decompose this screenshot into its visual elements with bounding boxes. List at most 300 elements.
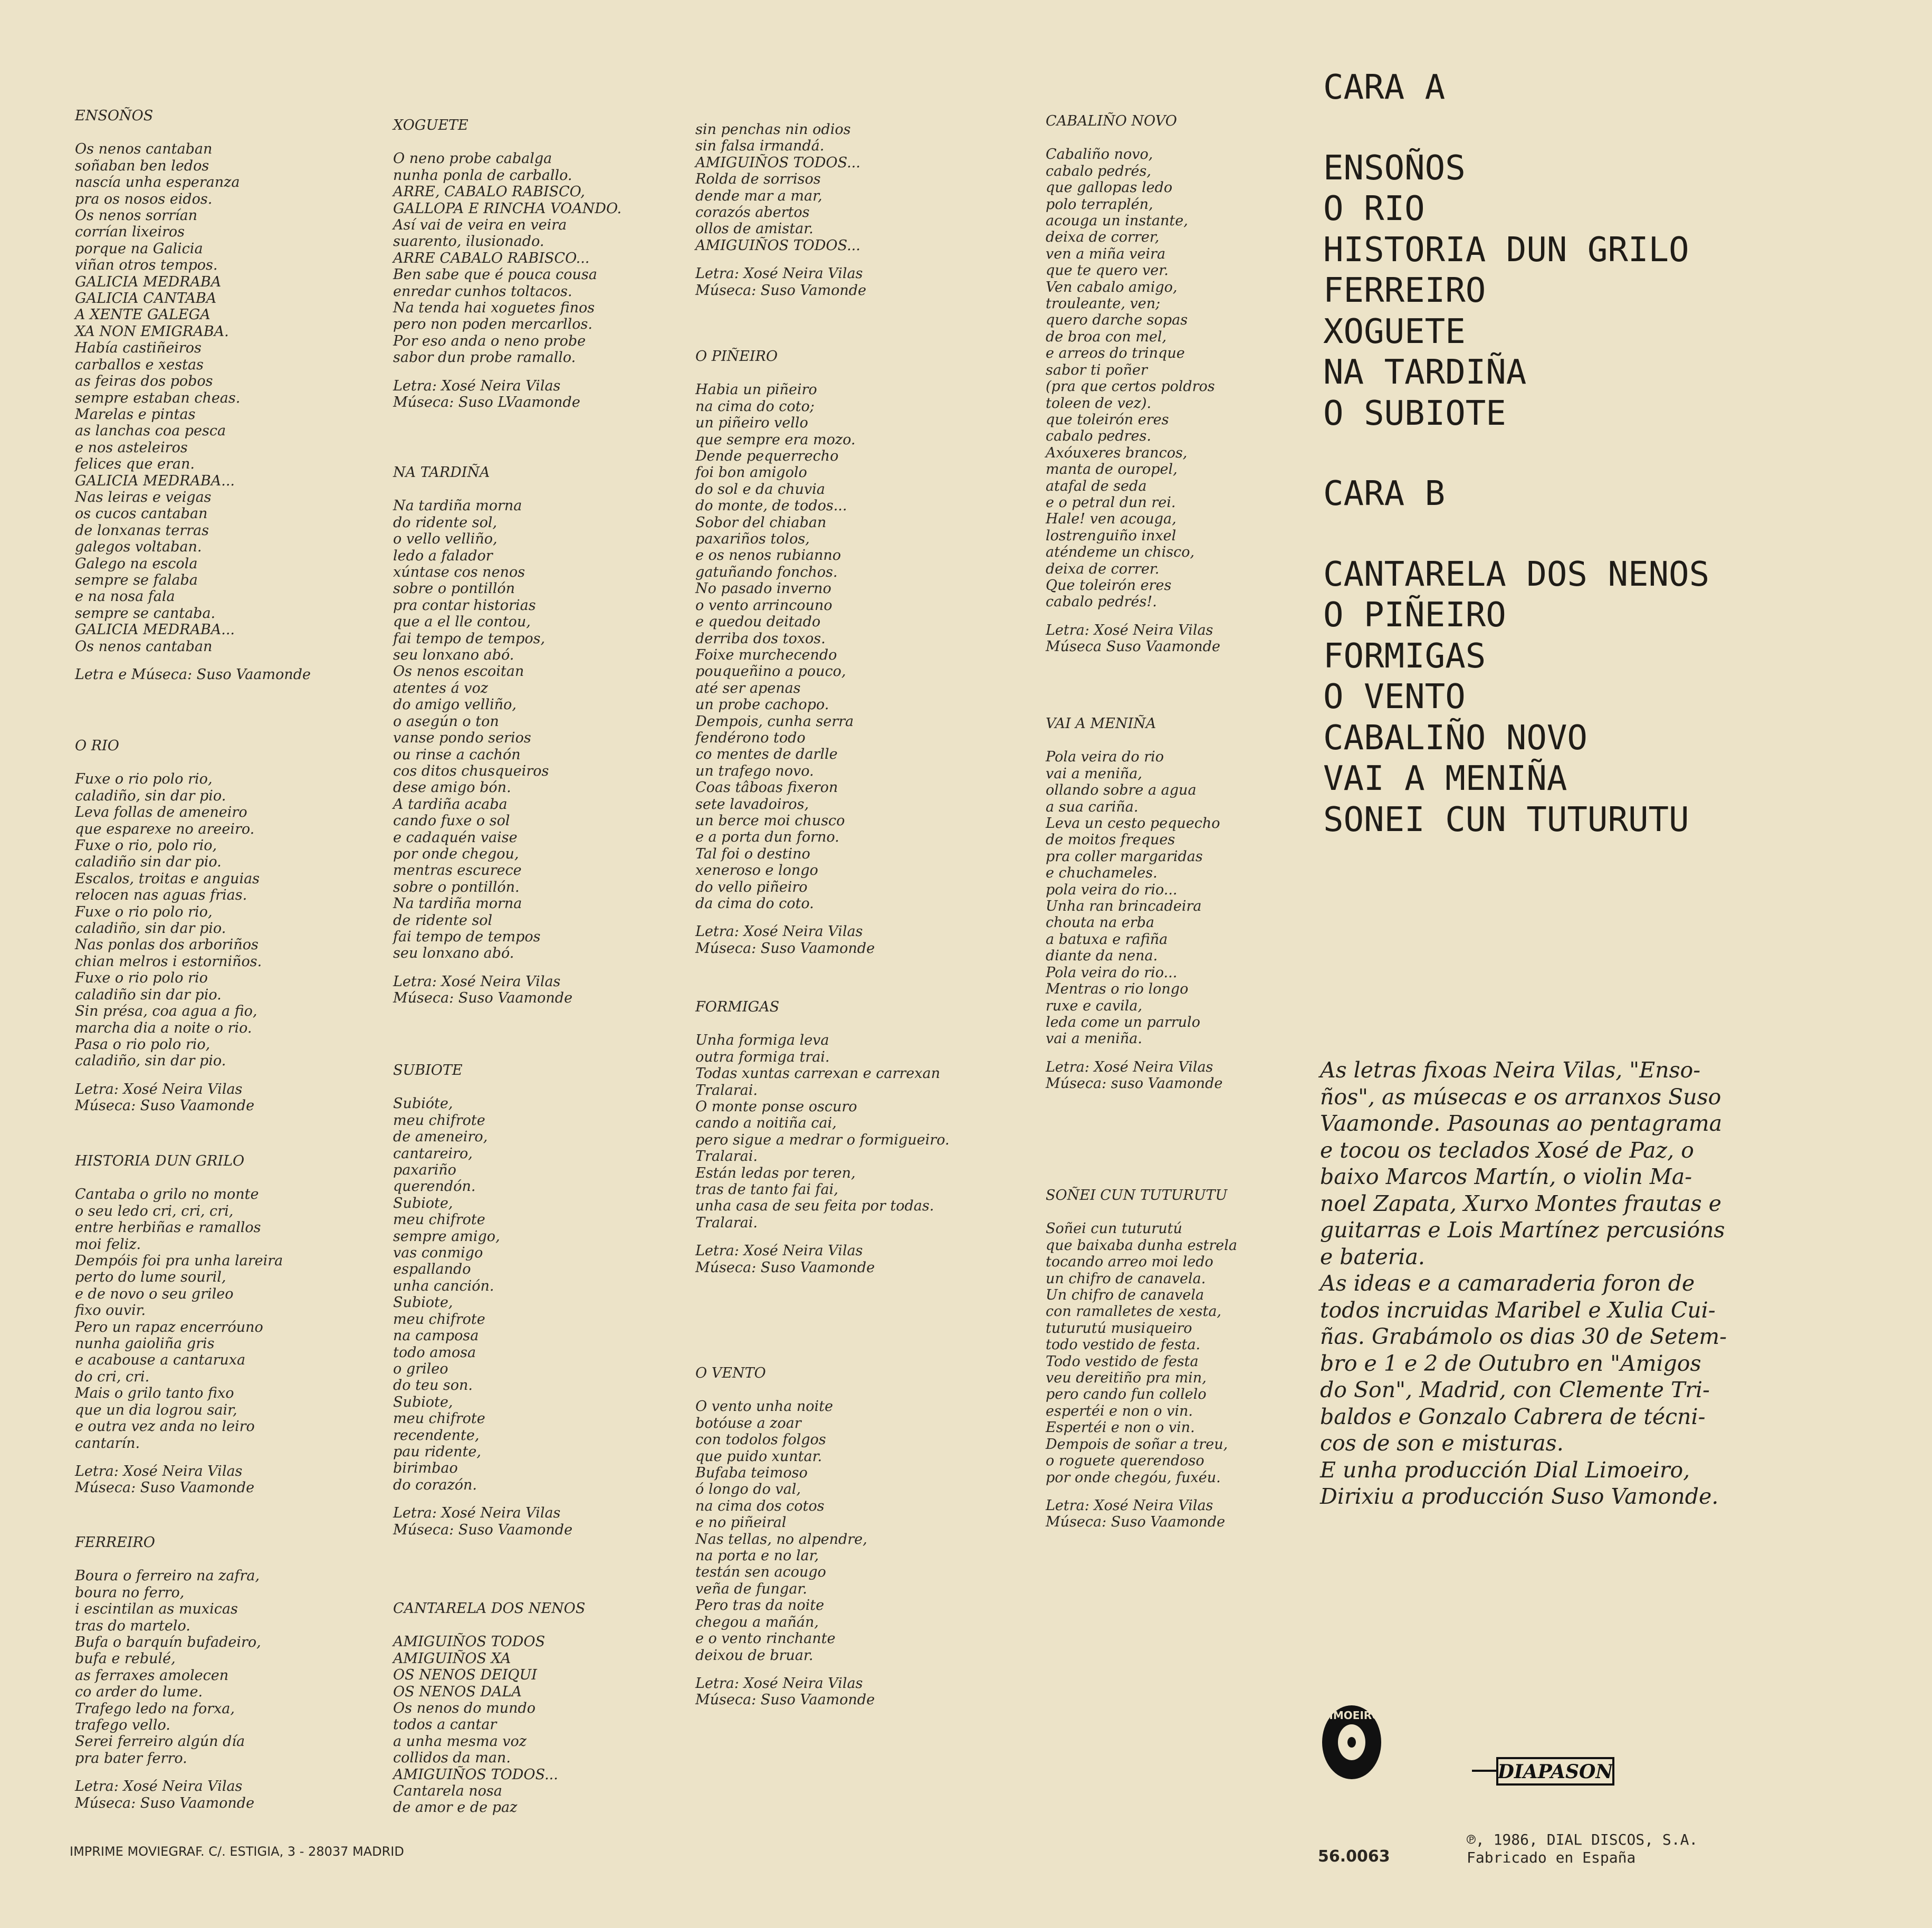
lyric-line: vai a meniña. bbox=[1046, 1030, 1142, 1047]
lyric-line: viñan otros tempos. bbox=[75, 257, 218, 274]
song-title: O PIÑEIRO bbox=[695, 348, 778, 365]
lyric-line: un trafego novo. bbox=[695, 762, 814, 779]
lyric-line: do amigo velliño, bbox=[393, 696, 517, 713]
lyric-line: as ferraxes amolecen bbox=[75, 1667, 229, 1684]
lyric-line: Así vai de veira en veira bbox=[393, 217, 567, 234]
lyric-line: Todas xuntas carrexan e carrexan bbox=[695, 1065, 940, 1082]
lyric-line: querendón. bbox=[393, 1178, 476, 1195]
song-vai-a-menina bbox=[1046, 715, 1222, 1092]
lyric-line: Sin présa, coa agua a fio, bbox=[75, 1003, 257, 1020]
lyric-line: trafego vello. bbox=[75, 1717, 170, 1734]
side-a-track: XOGUETE bbox=[1323, 312, 1466, 351]
lyric-line: entre herbiñas e ramallos bbox=[75, 1219, 261, 1236]
song-title: SUBIOTE bbox=[393, 1062, 463, 1078]
lyric-line: Tralarai. bbox=[695, 1082, 758, 1099]
lyric-line: atentes á voz bbox=[393, 680, 488, 696]
lyric-line: O monte ponse oscuro bbox=[695, 1099, 857, 1115]
lyric-line: que te quero ver. bbox=[1046, 262, 1169, 279]
song-historia-dun-grilo bbox=[75, 1153, 283, 1496]
lyric-line: O vento unha noite bbox=[695, 1398, 833, 1415]
song-credit: Letra: Xosé Neira Vilas bbox=[695, 923, 863, 940]
side-a-heading: CARA A bbox=[1323, 68, 1446, 107]
lyric-line: corrían lixeiros bbox=[75, 224, 185, 241]
lyric-line: Hale! ven acouga, bbox=[1046, 511, 1177, 528]
lyric-line: Coas tâboas fixeron bbox=[695, 779, 838, 796]
lyric-line: e no piñeiral bbox=[695, 1514, 787, 1531]
lyric-line: OS NENOS DEIQUI bbox=[393, 1667, 537, 1684]
lyric-line: Os nenos escoitan bbox=[393, 663, 524, 680]
song-credit: Letra: Xosé Neira Vilas bbox=[1046, 1058, 1213, 1075]
production-notes bbox=[1320, 1057, 1832, 1510]
lyric-line: Nas leiras e veigas bbox=[75, 489, 212, 505]
lyric-line: seu lonxano abó. bbox=[393, 647, 514, 664]
lyric-line: co mentes de darlle bbox=[695, 746, 838, 763]
tracklist bbox=[1323, 68, 1709, 841]
lyric-line: a sua cariña. bbox=[1046, 798, 1139, 815]
lyric-line: cabalo pedrés!. bbox=[1046, 594, 1157, 610]
lyric-line: co arder do lume. bbox=[75, 1684, 203, 1701]
lyric-line: Rolda de sorrisos bbox=[695, 171, 821, 188]
lyric-line: acouga un instante, bbox=[1046, 213, 1188, 230]
lyric-line: Na tardiña morna bbox=[393, 895, 522, 912]
lyric-line: fai tempo de tempos bbox=[393, 928, 541, 945]
lyric-line: vas conmigo bbox=[393, 1245, 483, 1262]
lyric-line: Boura o ferreiro na zafra, bbox=[75, 1568, 260, 1585]
lyric-line: na camposa bbox=[393, 1328, 479, 1344]
lyric-line: Ven cabalo amigo, bbox=[1046, 279, 1178, 295]
lyric-line: un piñeiro vello bbox=[695, 415, 808, 432]
lyric-line: moi feliz. bbox=[75, 1236, 141, 1253]
lyric-line: Subiote, bbox=[393, 1294, 453, 1311]
lyric-line: tuturutú musiqueiro bbox=[1046, 1320, 1192, 1337]
lyric-line: cabalo pedrés, bbox=[1046, 163, 1151, 179]
song-na-tardina bbox=[393, 464, 572, 1007]
lyric-line: atafal de seda bbox=[1046, 478, 1147, 494]
lyric-line: Subióte, bbox=[393, 1095, 453, 1112]
side-b-track: O PIÑEIRO bbox=[1323, 596, 1506, 635]
lyric-line: seu lonxano abó. bbox=[393, 945, 514, 962]
lyric-line: pola veira do rio... bbox=[1046, 881, 1178, 898]
lyric-line: sete lavadoiros, bbox=[695, 796, 809, 813]
lyric-line: xúntase cos nenos bbox=[393, 564, 525, 581]
lyric-line: unha canción. bbox=[393, 1277, 494, 1294]
lyric-line: e a porta dun forno. bbox=[695, 829, 839, 846]
lyric-line: sobre o pontillón bbox=[393, 580, 515, 597]
song-credit: Múseca: Suso Vaamonde bbox=[393, 1521, 573, 1538]
lyric-line: i escintilan as muxicas bbox=[75, 1601, 238, 1618]
lyric-line: mentras escurece bbox=[393, 862, 522, 879]
song-credit: Múseca Suso Vaamonde bbox=[1046, 638, 1220, 655]
lyric-line: ruxe e cavila, bbox=[1046, 997, 1143, 1014]
lyric-line: relocen nas aguas frias. bbox=[75, 887, 247, 904]
lyric-line: pero non poden mercarllos. bbox=[393, 316, 592, 333]
lyric-line: pero sigue a medrar o formigueiro. bbox=[695, 1131, 950, 1148]
lyric-line: de amor e de paz bbox=[393, 1799, 518, 1816]
lyric-line: bufa e rebulé, bbox=[75, 1650, 176, 1667]
lyric-line: Están ledas por teren, bbox=[695, 1165, 856, 1181]
lyric-line: Cantaba o grilo no monte bbox=[75, 1186, 259, 1203]
lyric-line: Cabaliño novo, bbox=[1046, 146, 1153, 163]
notes-line: do Son", Madrid, con Clemente Tri- bbox=[1320, 1377, 1710, 1402]
song-o-vento bbox=[695, 1365, 875, 1709]
lyric-line: pouqueñino a pouco, bbox=[695, 663, 846, 680]
lyric-line: caladiño, sin dar pio. bbox=[75, 1053, 226, 1070]
lyric-line: Mentras o rio longo bbox=[1046, 981, 1189, 998]
lyric-line: por onde chegou, bbox=[393, 845, 519, 862]
lyric-line: manta de ouropel, bbox=[1046, 461, 1178, 478]
notes-line: baixo Marcos Martín, o violin Ma- bbox=[1320, 1164, 1692, 1189]
lyric-line: cando fuxe o sol bbox=[393, 813, 510, 829]
lyric-line: sobre o pontillón. bbox=[393, 879, 520, 895]
lyric-line: Pola veira do rio... bbox=[1046, 964, 1178, 981]
side-a-track: NA TARDIÑA bbox=[1323, 353, 1527, 392]
lyric-line: Por eso anda o neno probe bbox=[393, 332, 586, 349]
lyric-line: que baixaba dunha estrela bbox=[1046, 1237, 1237, 1254]
lyric-line: na cima do coto; bbox=[695, 398, 815, 415]
lyric-line: de moitos freques bbox=[1046, 832, 1175, 848]
lyric-line: o roguete querendoso bbox=[1046, 1453, 1204, 1469]
lyric-line: sabor dun probe ramallo. bbox=[393, 349, 576, 366]
lyric-line: espertéi e non o vin. bbox=[1046, 1402, 1193, 1419]
lyric-line: Soñei cun tuturutú bbox=[1046, 1220, 1182, 1237]
lyric-line: carballos e xestas bbox=[75, 356, 204, 373]
song-cantarela bbox=[393, 1600, 585, 1816]
lyric-line: o vento arrincouno bbox=[695, 597, 833, 614]
lyric-line: por onde chegóu, fuxéu. bbox=[1046, 1469, 1221, 1486]
song-title: SOÑEI CUN TUTURUTU bbox=[1046, 1187, 1228, 1204]
lyric-line: todo amosa bbox=[393, 1344, 476, 1361]
lyric-line: boura no ferro, bbox=[75, 1584, 185, 1601]
lyric-line: e o vento rinchante bbox=[695, 1630, 836, 1647]
song-credit: Letra: Xosé Neira Vilas bbox=[1046, 622, 1213, 638]
lyric-line: até ser apenas bbox=[695, 680, 801, 696]
song-title: ENSOÑOS bbox=[75, 108, 154, 124]
lyric-line: nunha ponla de carballo. bbox=[393, 167, 572, 184]
song-title: O RIO bbox=[75, 738, 119, 754]
lyric-line: con todolos folgos bbox=[695, 1431, 826, 1448]
lyric-line: sin falsa irmandá. bbox=[695, 138, 825, 155]
lyric-line: Os nenos sorrían bbox=[75, 207, 198, 224]
notes-line: ñas. Grabámolo os dias 30 de Setem- bbox=[1320, 1324, 1727, 1349]
lyric-line: que a el lle contou, bbox=[393, 614, 531, 631]
lyric-line: Bufa o barquín bufadeiro, bbox=[75, 1634, 261, 1651]
lyric-line: ARRE CABALO RABISCO... bbox=[393, 250, 590, 266]
lyric-line: veña de fungar. bbox=[695, 1580, 807, 1597]
lyric-line: AMIGUIÑOS XA bbox=[393, 1650, 511, 1667]
notes-line: e tocou os teclados Xosé de Paz, o bbox=[1320, 1137, 1694, 1163]
song-formigas bbox=[695, 999, 950, 1276]
lyric-line: Espertéi e non o vin. bbox=[1046, 1419, 1195, 1436]
lyric-line: derriba dos toxos. bbox=[695, 630, 826, 647]
notes-line: cos de son e misturas. bbox=[1320, 1430, 1564, 1456]
lyric-line: cos ditos chusqueiros bbox=[393, 762, 549, 779]
lyric-line: cando a noitiña cai, bbox=[695, 1115, 837, 1132]
notes-line: As ideas e a camaraderia foron de bbox=[1320, 1271, 1695, 1296]
lyric-line: A tardiña acaba bbox=[393, 796, 508, 813]
lyric-line: Habia un piñeiro bbox=[695, 381, 817, 398]
lyric-line: recendente, bbox=[393, 1427, 480, 1444]
song-credit: Múseca: Suso Vaamonde bbox=[695, 1259, 875, 1276]
song-credit: Múseca: Suso Vaamonde bbox=[75, 1795, 255, 1811]
song-credit: Letra: Xosé Neira Vilas bbox=[695, 265, 863, 282]
lyric-line: que toleirón eres bbox=[1046, 411, 1169, 428]
lyric-line: deixa de correr. bbox=[1046, 560, 1160, 577]
lyric-line: cabalo pedres. bbox=[1046, 428, 1151, 445]
lyric-line: Pola veira do rio bbox=[1046, 749, 1164, 766]
lyric-line: o asegún o ton bbox=[393, 713, 499, 730]
lyric-line: collidos da man. bbox=[393, 1750, 511, 1767]
lyric-line: a unha mesma voz bbox=[393, 1733, 527, 1750]
song-xoguete bbox=[393, 117, 621, 411]
side-a-track: HISTORIA DUN GRILO bbox=[1323, 230, 1689, 270]
side-b-track: CABALIÑO NOVO bbox=[1323, 718, 1587, 758]
lyric-line: Leva un cesto pequecho bbox=[1046, 815, 1220, 832]
copyright-block bbox=[1467, 1831, 1698, 1867]
lyric-line: leda come un parrulo bbox=[1046, 1014, 1200, 1030]
lyric-line: sin penchas nin odios bbox=[695, 121, 851, 138]
lyric-line: AMIGUIÑOS TODOS... bbox=[695, 154, 860, 171]
side-b-track: FORMIGAS bbox=[1323, 636, 1486, 676]
diapason-logo bbox=[1472, 1752, 1633, 1790]
lyric-line: que gallopas ledo bbox=[1046, 179, 1173, 196]
lyric-line: deixa de correr, bbox=[1046, 229, 1160, 246]
lyric-line: veu dereitiño pra min, bbox=[1046, 1370, 1207, 1387]
lyric-line: perto do lume souril, bbox=[75, 1269, 226, 1286]
notes-line: e bateria. bbox=[1320, 1244, 1425, 1270]
lyric-line: quero darche sopas bbox=[1046, 312, 1188, 329]
lyric-line: sempre se cantaba. bbox=[75, 605, 216, 622]
lyric-line: GALICIA MEDRABA... bbox=[75, 472, 235, 489]
lyric-line: con ramalletes de xesta, bbox=[1046, 1303, 1222, 1320]
lyric-line: Unha ran brincadeira bbox=[1046, 898, 1202, 915]
lyric-line: meu chifrote bbox=[393, 1211, 485, 1228]
lyric-line: fixo ouvir. bbox=[75, 1302, 146, 1319]
song-title: CABALIÑO NOVO bbox=[1046, 113, 1177, 129]
lyric-line: o vello velliño, bbox=[393, 531, 498, 548]
lyric-line: a batuxa e rafiña bbox=[1046, 931, 1168, 948]
lyric-line: caladiño, sin dar pio. bbox=[75, 920, 226, 937]
song-title: FORMIGAS bbox=[695, 999, 780, 1015]
lyric-line: que esparexe no areeiro. bbox=[75, 820, 255, 837]
lyric-line: Pero tras da noite bbox=[695, 1597, 825, 1614]
lyric-line: felices que eran. bbox=[75, 456, 195, 473]
limoeiro-logo bbox=[1320, 1703, 1383, 1781]
lyric-line: cantarín. bbox=[75, 1435, 140, 1452]
lyric-line: lostrenguiño inxel bbox=[1046, 527, 1177, 544]
lyric-line: AMIGUIÑOS TODOS bbox=[393, 1634, 546, 1650]
lyric-line: espallando bbox=[393, 1261, 471, 1278]
lyric-line: e o petral dun rei. bbox=[1046, 494, 1176, 511]
lyric-line: do sol e da chuvia bbox=[695, 481, 825, 498]
lyric-line: trouleante, ven; bbox=[1046, 295, 1161, 312]
lyric-line: do vello piñeiro bbox=[695, 879, 808, 895]
side-b-track: SONEI CUN TUTURUTU bbox=[1323, 800, 1689, 839]
song-credit: Múseca: Suso Vaamonde bbox=[1046, 1514, 1226, 1531]
lyric-line: chian melros i estorniños. bbox=[75, 953, 262, 970]
lyric-line: nascía unha esperanza bbox=[75, 174, 240, 191]
copyright-line: ℗, 1986, DIAL DISCOS, S.A. bbox=[1467, 1831, 1698, 1848]
song-title: XOGUETE bbox=[393, 117, 468, 133]
lyric-line: suarento, ilusionado. bbox=[393, 233, 544, 250]
lyric-line: e acabouse a cantaruxa bbox=[75, 1352, 246, 1369]
lyric-line: paxariño bbox=[393, 1162, 456, 1179]
lyric-line: tras do martelo. bbox=[75, 1617, 190, 1634]
lyric-line: todos a cantar bbox=[393, 1716, 497, 1733]
lyric-line: XA NON EMIGRABA. bbox=[75, 323, 229, 340]
catalog-number: 56.0063 bbox=[1318, 1847, 1390, 1866]
song-title: FERREIRO bbox=[75, 1534, 155, 1551]
lyric-line: e quedou deitado bbox=[695, 614, 821, 631]
printer-credit: IMPRIME MOVIEGRAF. C/. ESTIGIA, 3 - 28037 MADRID bbox=[70, 1844, 404, 1859]
song-credit: Letra: Xosé Neira Vilas bbox=[393, 1505, 561, 1522]
lyric-line: GALLOPA E RINCHA VOANDO. bbox=[393, 200, 622, 217]
lyric-line: Que toleirón eres bbox=[1046, 577, 1172, 594]
lyric-line: as feiras dos pobos bbox=[75, 373, 213, 390]
lyric-line: do teu son. bbox=[393, 1377, 473, 1394]
lyric-line: Serei ferreiro algún día bbox=[75, 1733, 245, 1750]
lyric-line: e na nosa fala bbox=[75, 588, 175, 605]
lyric-line: pra contar historias bbox=[393, 597, 536, 614]
lyric-line: (pra que certos poldros bbox=[1046, 378, 1215, 395]
song-credit: Letra: Xosé Neira Vilas bbox=[695, 1675, 863, 1692]
made-in-line: Fabricado en España bbox=[1467, 1849, 1636, 1866]
side-a-track: O SUBIOTE bbox=[1323, 394, 1506, 433]
diapason-logo-text: DIAPASON bbox=[1497, 1761, 1613, 1783]
song-title: NA TARDIÑA bbox=[393, 464, 490, 481]
lyric-line: tras de tanto fai fai, bbox=[695, 1181, 838, 1198]
lyric-line: dende mar a mar, bbox=[695, 187, 822, 204]
lyric-line: Galego na escola bbox=[75, 555, 198, 572]
lyric-line: Os nenos cantaban bbox=[75, 638, 213, 655]
lyric-line: Un chifro de canavela bbox=[1046, 1287, 1204, 1304]
lyric-line: Dempóis foi pra unha lareira bbox=[75, 1253, 283, 1270]
lyric-line: un chifro de canavela. bbox=[1046, 1270, 1206, 1287]
lyric-line: soñaban ben ledos bbox=[75, 157, 209, 174]
lyric-line: e chuchameles. bbox=[1046, 865, 1158, 882]
lyric-line: Había castiñeiros bbox=[75, 340, 202, 357]
song-credit: Múseca: suso Vaamonde bbox=[1046, 1075, 1223, 1092]
song-ensonos bbox=[75, 108, 311, 683]
lyric-line: que puido xuntar. bbox=[695, 1448, 822, 1465]
song-credit: Letra: Xosé Neira Vilas bbox=[695, 1243, 863, 1259]
lyric-line: xeneroso e longo bbox=[695, 862, 818, 879]
lyric-line: Nas ponlas dos arboriños bbox=[75, 937, 259, 953]
song-title: CANTARELA DOS NENOS bbox=[393, 1600, 586, 1617]
lyric-line: unha casa de seu feita por todas. bbox=[695, 1198, 934, 1215]
notes-line: Dirixiu a producción Suso Vamonde. bbox=[1320, 1484, 1719, 1509]
lyric-line: Escalos, troitas e anguias bbox=[75, 870, 260, 887]
lyric-line: paxariños tolos, bbox=[695, 531, 810, 548]
lyric-line: vai a meniña, bbox=[1046, 765, 1142, 782]
song-ferreiro bbox=[75, 1534, 261, 1811]
notes-line: baldos e Gonzalo Cabrera de técni- bbox=[1320, 1404, 1706, 1429]
lyric-line: Nas tellas, no alpendre, bbox=[695, 1531, 867, 1548]
lyric-line: Fuxe o rio, polo rio, bbox=[75, 837, 217, 854]
song-credit: Letra e Múseca: Suso Vaamonde bbox=[75, 666, 311, 683]
lyric-line: e de novo o seu grileo bbox=[75, 1285, 234, 1302]
lyric-line: ó longo do val, bbox=[695, 1481, 801, 1498]
lyric-line: aténdeme un chisco, bbox=[1046, 544, 1195, 561]
song-credit: Múseca: Suso LVaamonde bbox=[393, 394, 580, 411]
lyric-line: o grileo bbox=[393, 1360, 448, 1377]
lyric-line: Bufaba teimoso bbox=[695, 1465, 808, 1482]
lyric-line: pra bater ferro. bbox=[75, 1750, 187, 1767]
notes-line: guitarras e Lois Martínez percusións bbox=[1320, 1217, 1725, 1243]
limoeiro-logo-text: LIMOEIRO bbox=[1322, 1709, 1381, 1722]
lyric-line: que sempre era mozo. bbox=[695, 431, 856, 448]
lyric-line: sempre estaban cheas. bbox=[75, 389, 241, 406]
song-credit: Letra: Xosé Neira Vilas bbox=[393, 377, 561, 394]
lyric-line: Marelas e pintas bbox=[75, 406, 196, 423]
lyric-line: Ben sabe que é pouca cousa bbox=[393, 266, 597, 283]
song-credit: Letra: Xosé Neira Vilas bbox=[75, 1778, 243, 1795]
lyric-line: ARRE, CABALO RABISCO, bbox=[393, 184, 585, 201]
lyric-line: Leva follas de ameneiro bbox=[75, 804, 247, 821]
lyric-line: gatuñando fonchos. bbox=[695, 564, 838, 580]
lyric-line: dese amigo bón. bbox=[393, 779, 511, 796]
song-credit: Letra: Xosé Neira Vilas bbox=[1046, 1497, 1213, 1514]
notes-line: As letras fixoas Neira Vilas, "Enso- bbox=[1320, 1057, 1701, 1083]
lyric-line: Pero un rapaz encerróuno bbox=[75, 1319, 263, 1335]
lyric-line: ven a miña veira bbox=[1046, 245, 1166, 262]
lyric-line: de broa con mel, bbox=[1046, 328, 1167, 345]
lyric-line: de lonxanas terras bbox=[75, 522, 209, 539]
notes-line: Vaamonde. Pasounas ao pentagrama bbox=[1320, 1111, 1723, 1136]
song-credit: Múseca: Suso Vaamonde bbox=[695, 1692, 875, 1709]
lyric-line: o seu ledo cri, cri, cri, bbox=[75, 1202, 234, 1219]
lyric-line: ou rinse a cachón bbox=[393, 746, 521, 763]
lyric-line: Na tardiña morna bbox=[393, 498, 522, 514]
lyric-line: sempre se falaba bbox=[75, 571, 198, 588]
lyric-line: ledo a falador bbox=[393, 547, 493, 564]
lyric-line: da cima do coto. bbox=[695, 895, 814, 912]
lyric-line: Subiote, bbox=[393, 1195, 453, 1211]
lyric-line: pra os nosos eidos. bbox=[75, 190, 213, 207]
lyric-line: todo vestido de festa. bbox=[1046, 1337, 1201, 1353]
lyric-line: polo terraplén, bbox=[1046, 196, 1153, 213]
lyric-line: meu chifrote bbox=[393, 1410, 485, 1427]
song-o-pineiro bbox=[695, 348, 875, 957]
lyric-line: corazós abertos bbox=[695, 204, 810, 221]
lyric-line: Dende pequerrecho bbox=[695, 448, 839, 465]
side-b-heading: CARA B bbox=[1323, 474, 1446, 513]
lyric-line: pra coller margaridas bbox=[1046, 848, 1203, 865]
lyric-line: O neno probe cabalga bbox=[393, 150, 552, 167]
lyric-line: caladiño sin dar pio. bbox=[75, 986, 222, 1003]
lyric-line: AMIGUIÑOS TODOS... bbox=[695, 237, 860, 254]
lyric-line: testán sen acougo bbox=[695, 1564, 826, 1581]
lyric-line: Dempois de soñar a treu, bbox=[1046, 1436, 1228, 1453]
lyric-line: que un dia logrou sair, bbox=[75, 1401, 237, 1418]
lyric-line: do ridente sol, bbox=[393, 514, 498, 531]
lyric-line: ollando sobre a agua bbox=[1046, 782, 1197, 799]
lyric-line: Axóuxeres brancos, bbox=[1046, 444, 1188, 461]
song-credit: Letra: Xosé Neira Vilas bbox=[393, 973, 561, 990]
song-credit: Letra: Xosé Neira Vilas bbox=[75, 1081, 243, 1097]
lyric-line: diante da nena. bbox=[1046, 948, 1158, 965]
lyric-line: Todo vestido de festa bbox=[1046, 1353, 1199, 1370]
side-a-track: FERREIRO bbox=[1323, 271, 1486, 310]
lyric-line: Fuxe o rio polo rio bbox=[75, 970, 208, 987]
lyric-line: deixou de bruar. bbox=[695, 1647, 814, 1664]
song-title: VAI A MENIÑA bbox=[1046, 715, 1156, 732]
lyric-line: Foixe murchecendo bbox=[695, 646, 837, 663]
lyric-line: Tralarai. bbox=[695, 1148, 758, 1165]
side-b-track: O VENTO bbox=[1323, 677, 1466, 717]
song-credit: Múseca: Suso Vaamonde bbox=[393, 990, 573, 1007]
lyric-line: enredar cunhos toltacos. bbox=[393, 283, 572, 300]
lyric-line: os cucos cantaban bbox=[75, 505, 208, 522]
